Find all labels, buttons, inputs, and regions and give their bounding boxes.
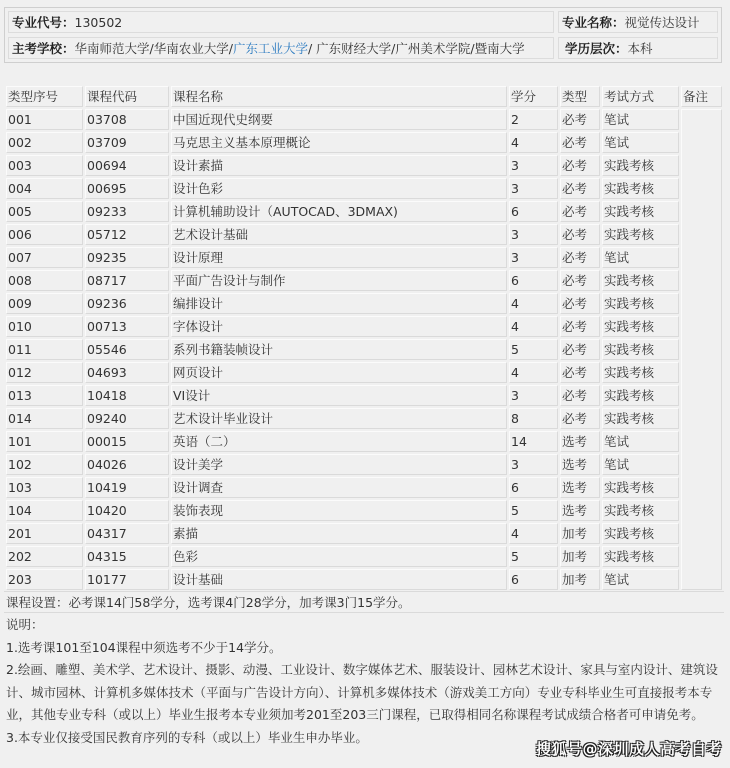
cell-course-name: 设计基础	[171, 569, 507, 590]
cell-credit: 4	[509, 132, 558, 153]
cell-exam-method: 笔试	[602, 431, 679, 452]
cell-course-name: 系列书籍装帧设计	[171, 339, 507, 360]
cell-exam-method: 实践考核	[602, 385, 679, 406]
column-header: 课程代码	[85, 86, 169, 107]
cell-exam-method: 实践考核	[602, 477, 679, 498]
cell-type: 必考	[560, 339, 600, 360]
cell-credit: 3	[509, 385, 558, 406]
cell-seq: 011	[6, 339, 83, 360]
level-cell	[558, 37, 718, 59]
cell-course-name: 色彩	[171, 546, 507, 567]
cell-credit: 3	[509, 454, 558, 475]
cell-seq: 103	[6, 477, 83, 498]
cell-seq: 005	[6, 201, 83, 222]
cell-course-code: 00015	[85, 431, 169, 452]
note-item: 2.绘画、雕塑、美术学、艺术设计、摄影、动漫、工业设计、数字媒体艺术、服装设计、园林艺术设计、家具与室内设计、建筑设计、城市园林、计算机多媒体技术（平面与广告设计方向）、计算机多媒体技术（游戏美工方向）专业专科毕业生可直接报考本专业，其他专业专科（或以上）毕业生报考本专业须加考201至203三门课程，已取得相同名称课程考试成绩合格者可申请免考。	[6, 662, 718, 722]
cell-seq: 203	[6, 569, 83, 590]
cell-exam-method: 笔试	[602, 132, 679, 153]
cell-exam-method: 实践考核	[602, 408, 679, 429]
cell-course-name: 艺术设计毕业设计	[171, 408, 507, 429]
cell-course-name: 装饰表现	[171, 500, 507, 521]
table-header-row	[6, 86, 722, 107]
cell-seq: 012	[6, 362, 83, 383]
major-info-box	[4, 7, 722, 63]
cell-type: 加考	[560, 546, 600, 567]
cell-seq: 004	[6, 178, 83, 199]
cell-type: 必考	[560, 316, 600, 337]
level-value: 本科	[627, 41, 653, 56]
cell-type: 必考	[560, 132, 600, 153]
cell-course-code: 04317	[85, 523, 169, 544]
cell-credit: 6	[509, 477, 558, 498]
column-header: 考试方式	[602, 86, 679, 107]
cell-course-name: 平面广告设计与制作	[171, 270, 507, 291]
cell-exam-method: 实践考核	[602, 500, 679, 521]
table-row	[6, 316, 722, 337]
cell-seq: 008	[6, 270, 83, 291]
cell-credit: 14	[509, 431, 558, 452]
cell-type: 必考	[560, 362, 600, 383]
cell-course-name: 艺术设计基础	[171, 224, 507, 245]
column-header: 备注	[681, 86, 722, 107]
major-name-label: 专业名称：	[562, 15, 625, 30]
cell-exam-method: 实践考核	[602, 339, 679, 360]
cell-type: 必考	[560, 293, 600, 314]
cell-credit: 5	[509, 500, 558, 521]
cell-course-code: 04693	[85, 362, 169, 383]
cell-credit: 6	[509, 201, 558, 222]
note-item: 3.本专业仅接受国民教育序列的专科（或以上）毕业生申办毕业。	[6, 729, 368, 745]
cell-type: 必考	[560, 385, 600, 406]
cell-course-name: 设计色彩	[171, 178, 507, 199]
cell-course-code: 00695	[85, 178, 169, 199]
table-row	[6, 155, 722, 176]
cell-course-code: 09233	[85, 201, 169, 222]
cell-exam-method: 实践考核	[602, 224, 679, 245]
cell-credit: 5	[509, 339, 558, 360]
cell-credit: 3	[509, 224, 558, 245]
cell-type: 必考	[560, 109, 600, 130]
schools-cell	[8, 37, 554, 59]
cell-course-code: 00694	[85, 155, 169, 176]
cell-exam-method: 笔试	[602, 569, 679, 590]
cell-credit: 4	[509, 362, 558, 383]
cell-course-code: 09240	[85, 408, 169, 429]
cell-seq: 101	[6, 431, 83, 452]
schools-before: 华南师范大学/华南农业大学/	[74, 41, 233, 56]
cell-seq: 104	[6, 500, 83, 521]
cell-type: 加考	[560, 523, 600, 544]
cell-course-name: 中国近现代史纲要	[171, 109, 507, 130]
cell-type: 选考	[560, 454, 600, 475]
cell-course-code: 10418	[85, 385, 169, 406]
column-header: 类型	[560, 86, 600, 107]
cell-type: 必考	[560, 408, 600, 429]
cell-seq: 003	[6, 155, 83, 176]
table-row	[6, 385, 722, 406]
cell-type: 必考	[560, 224, 600, 245]
cell-course-name: 素描	[171, 523, 507, 544]
cell-type: 选考	[560, 431, 600, 452]
table-row	[6, 454, 722, 475]
cell-course-code: 05712	[85, 224, 169, 245]
table-row	[6, 178, 722, 199]
cell-course-name: 设计美学	[171, 454, 507, 475]
cell-exam-method: 实践考核	[602, 316, 679, 337]
cell-type: 必考	[560, 270, 600, 291]
cell-exam-method: 笔试	[602, 109, 679, 130]
cell-course-code: 03709	[85, 132, 169, 153]
cell-credit: 6	[509, 569, 558, 590]
cell-exam-method: 实践考核	[602, 178, 679, 199]
schools-label: 主考学校：	[12, 41, 75, 56]
cell-exam-method: 实践考核	[602, 523, 679, 544]
cell-credit: 3	[509, 247, 558, 268]
cell-course-code: 09235	[85, 247, 169, 268]
table-row	[6, 523, 722, 544]
major-code-cell	[8, 11, 554, 33]
table-row	[6, 339, 722, 360]
cell-seq: 102	[6, 454, 83, 475]
cell-type: 加考	[560, 569, 600, 590]
notes-title: 说明：	[6, 617, 44, 632]
cell-course-code: 00713	[85, 316, 169, 337]
cell-credit: 4	[509, 523, 558, 544]
cell-type: 必考	[560, 247, 600, 268]
table-row	[6, 500, 722, 521]
cell-exam-method: 实践考核	[602, 293, 679, 314]
table-row	[6, 293, 722, 314]
cell-credit: 3	[509, 178, 558, 199]
cell-type: 选考	[560, 477, 600, 498]
cell-type: 选考	[560, 500, 600, 521]
course-table	[4, 84, 724, 592]
major-name-value: 视觉传达设计	[624, 15, 700, 30]
cell-seq: 014	[6, 408, 83, 429]
cell-remark	[681, 109, 722, 590]
schools-after: / 广东财经大学/广州美术学院/暨南大学	[307, 41, 525, 56]
cell-exam-method: 笔试	[602, 247, 679, 268]
major-code-value: 130502	[74, 15, 123, 30]
cell-seq: 002	[6, 132, 83, 153]
table-row	[6, 201, 722, 222]
cell-course-code: 10177	[85, 569, 169, 590]
table-row	[6, 477, 722, 498]
table-row	[6, 224, 722, 245]
school-link-gdut[interactable]: 广东工业大学	[232, 41, 308, 56]
cell-course-name: 英语（二）	[171, 431, 507, 452]
table-row	[6, 109, 722, 130]
cell-exam-method: 实践考核	[602, 362, 679, 383]
cell-credit: 5	[509, 546, 558, 567]
cell-exam-method: 实践考核	[602, 155, 679, 176]
cell-course-code: 10420	[85, 500, 169, 521]
cell-credit: 4	[509, 316, 558, 337]
cell-course-code: 04026	[85, 454, 169, 475]
cell-exam-method: 实践考核	[602, 270, 679, 291]
major-code-label: 专业代号：	[12, 15, 75, 30]
cell-seq: 006	[6, 224, 83, 245]
cell-seq: 202	[6, 546, 83, 567]
cell-exam-method: 笔试	[602, 454, 679, 475]
cell-course-code: 08717	[85, 270, 169, 291]
cell-credit: 8	[509, 408, 558, 429]
column-header: 类型序号	[6, 86, 83, 107]
cell-course-name: 马克思主义基本原理概论	[171, 132, 507, 153]
cell-type: 必考	[560, 178, 600, 199]
table-row	[6, 247, 722, 268]
table-row	[6, 546, 722, 567]
table-row	[6, 362, 722, 383]
cell-type: 必考	[560, 201, 600, 222]
column-header: 学分	[509, 86, 558, 107]
cell-course-code: 04315	[85, 546, 169, 567]
cell-course-name: 网页设计	[171, 362, 507, 383]
cell-seq: 010	[6, 316, 83, 337]
cell-course-name: 计算机辅助设计（AUTOCAD、3DMAX)	[171, 201, 507, 222]
table-row	[6, 132, 722, 153]
cell-credit: 2	[509, 109, 558, 130]
cell-course-code: 03708	[85, 109, 169, 130]
note-item: 1.选考课101至104课程中须选考不少于14学分。	[6, 639, 282, 655]
cell-course-name: VI设计	[171, 385, 507, 406]
cell-course-code: 09236	[85, 293, 169, 314]
cell-course-name: 编排设计	[171, 293, 507, 314]
notes-section	[4, 614, 724, 749]
cell-seq: 007	[6, 247, 83, 268]
cell-course-code: 10419	[85, 477, 169, 498]
course-summary: 课程设置：必考课14门58学分，选考课4门28学分，加考课3门15学分。	[4, 591, 724, 613]
cell-seq: 201	[6, 523, 83, 544]
cell-type: 必考	[560, 155, 600, 176]
table-row	[6, 270, 722, 291]
table-row	[6, 569, 722, 590]
cell-course-name: 设计调查	[171, 477, 507, 498]
watermark: 搜狐号@深圳成人高考自考	[535, 740, 722, 758]
cell-credit: 4	[509, 293, 558, 314]
cell-exam-method: 实践考核	[602, 201, 679, 222]
cell-course-code: 05546	[85, 339, 169, 360]
cell-seq: 009	[6, 293, 83, 314]
cell-course-name: 设计原理	[171, 247, 507, 268]
cell-credit: 3	[509, 155, 558, 176]
cell-credit: 6	[509, 270, 558, 291]
level-label: 学历层次：	[565, 41, 628, 56]
cell-exam-method: 实践考核	[602, 546, 679, 567]
table-row	[6, 408, 722, 429]
cell-course-name: 字体设计	[171, 316, 507, 337]
table-row	[6, 431, 722, 452]
major-name-cell	[558, 11, 718, 33]
column-header: 课程名称	[171, 86, 507, 107]
cell-seq: 013	[6, 385, 83, 406]
cell-seq: 001	[6, 109, 83, 130]
cell-course-name: 设计素描	[171, 155, 507, 176]
